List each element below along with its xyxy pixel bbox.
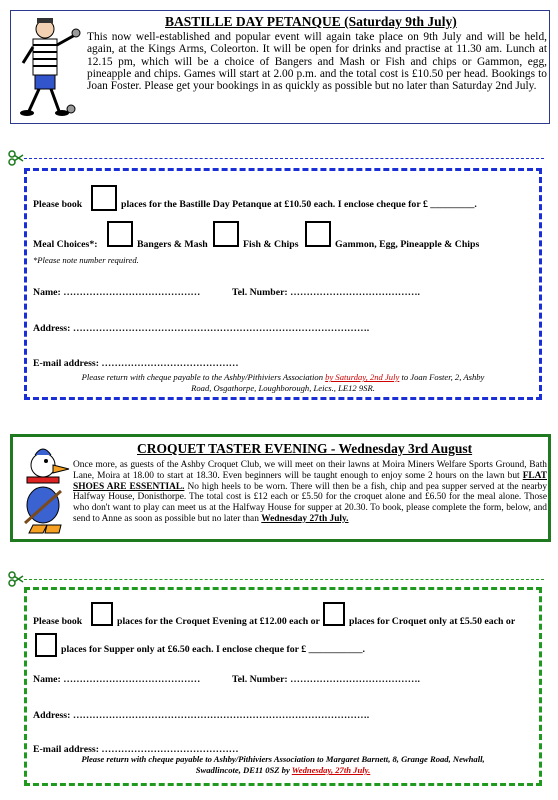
croquet-evening-details: places for the Croquet Evening at £12.00 each or [117,616,320,627]
email-field[interactable]: E-mail address: …………………………………… [33,744,239,755]
petanque-announcement [10,10,550,124]
petanque-title: BASTILLE DAY PETANQUE (Saturday 9th July) [165,14,457,29]
croquet-body: Once more, as guests of the Ashby Croquet Club, we will meet on their lawns at Moira Miners Welfare Sports Ground, Bath Lane, Moira at 18.00 to start at 18.30. Even beginners will be taught enough to enjoy some 2 hours on the lawn but FLAT SHOES ARE ESSENTIAL. No high heels to be worn. There will then be a fish, chip and pea supper served at the nearby Halfway House, Donisthorpe. The total cost is £12 each or £5.50 for the croquet alone and £6.50 for the meal alone. Those who don't want to play can meet us at the Halfway House for supper at 20.30. To book, please complete the form, below, and send to Anne as soon as possible but no later than Wednesday 27th July. [73,460,548,524]
croquet-title: CROQUET TASTER EVENING - Wednesday 3rd August [137,441,473,456]
supper-only-checkbox[interactable] [35,633,57,657]
name-field[interactable]: Name: …………………………………… [33,674,201,685]
tel-field[interactable]: Tel. Number: …………………………………. [232,674,420,685]
address-field[interactable]: Address: ………………………………………………………………………………. [33,323,370,334]
meal-option-fish: Fish & Chips [243,239,299,250]
meal-option-gammon: Gammon, Egg, Pineapple & Chips [335,239,480,250]
return-instructions: Please return with cheque payable to Ashby/Pithiviers Association to Margaret Barnett, 8, Grange Road, Newhall, Swadlincote, DE11 0SZ by Wednesday, 27th July. [81,754,485,775]
croquet-only-details: places for Croquet only at £5.50 each or [349,616,516,627]
meal-option-bangers: Bangers & Mash [137,239,208,250]
petanque-body: This now well-established and popular event will again take place on 9th July and will be held, again, at the Kings Arms, Coleorton. It will be open for drinks and practise at 11.30 am. Lunch at 12.15 pm, which will be a choice of Bangers and Mash or Fish and chips or Gammon, egg, pineapple and chips. Games will start at 2.00 p.m. and the total cost is £10.50 per head. Bookings to Joan Foster. Please get your bookings in as quickly as possible but no later than Saturday 2nd July. [87,31,547,93]
scissors-icon [8,571,24,587]
places-checkbox[interactable] [91,185,117,211]
meal-checkbox-bangers[interactable] [107,221,133,247]
supper-details: places for Supper only at £6.50 each. I enclose cheque for £ ___________. [61,644,365,655]
number-note: *Please note number required. [33,255,139,265]
book-label: Please book [33,199,83,210]
croquet-booking-form [24,587,542,786]
book-label: Please book [33,616,83,627]
meal-checkbox-gammon[interactable] [305,221,331,247]
cut-line [24,579,544,580]
croquet-announcement [10,434,551,542]
scissors-icon [8,150,24,166]
meal-checkbox-fish[interactable] [213,221,239,247]
tel-field[interactable]: Tel. Number: …………………………………. [232,287,420,298]
meal-choices-label: Meal Choices*: [33,239,98,250]
croquet-evening-checkbox[interactable] [91,602,113,626]
return-deadline: by Saturday, 2nd July [325,372,400,382]
petanque-booking-form [24,168,542,400]
duck-croquet-icon [17,443,73,537]
email-field[interactable]: E-mail address: …………………………………… [33,358,239,369]
return-instructions: Please return with cheque payable to the Ashby/Pithiviers Association by Saturday, 2nd July to Joan Foster, 2, Ashby Road, Osgathorpe, Loughborough, Leics., LE12 9SR. [81,372,485,393]
book-details: places for the Bastille Day Petanque at £10.50 each. I enclose cheque for £ _________. [121,199,477,210]
croquet-only-checkbox[interactable] [323,602,345,626]
croquet-deadline: Wednesday 27th July. [261,513,349,524]
flat-shoes-notice: FLAT SHOES ARE ESSENTIAL. [73,470,547,492]
cut-line [24,158,544,159]
name-field[interactable]: Name: …………………………………… [33,287,201,298]
address-field[interactable]: Address: ………………………………………………………………………………. [33,710,370,721]
return-deadline: Wednesday, 27th July. [291,765,371,775]
petanque-player-icon [15,15,81,119]
